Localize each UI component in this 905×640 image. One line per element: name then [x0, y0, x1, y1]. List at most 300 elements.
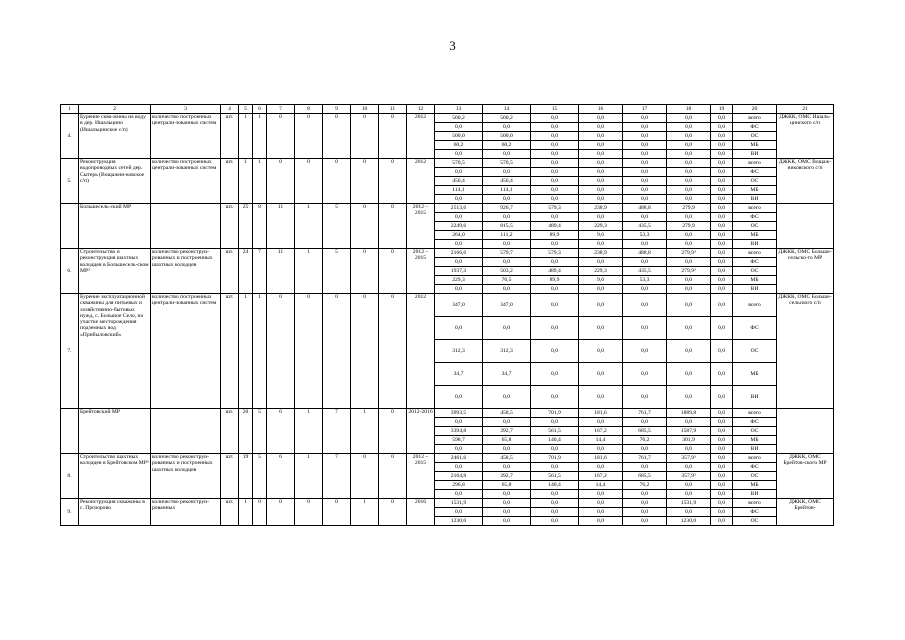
row-period: 2012 [407, 114, 435, 159]
finance-cell: 0,0 [667, 508, 711, 517]
finance-cell: МБ [733, 141, 777, 150]
row-name: Реконструкция скважины в с. Прозорово [79, 499, 151, 526]
finance-cell: 347,0 [483, 294, 531, 317]
finance-cell: 238,9 [579, 249, 623, 258]
finance-cell: 1937,3 [435, 267, 483, 276]
finance-cell: 0,0 [667, 276, 711, 285]
table-row [61, 114, 834, 123]
finance-cell: ФС [733, 123, 777, 132]
row-col8: 1 [295, 249, 323, 294]
row-period: 2012 [407, 294, 435, 409]
finance-cell: 0,0 [711, 454, 733, 463]
finance-cell: ФС [733, 463, 777, 472]
finance-cell: 0,0 [711, 445, 733, 454]
column-header: 3 [151, 105, 221, 114]
finance-cell: 0,0 [711, 222, 733, 231]
finance-cell: всего [733, 249, 777, 258]
finance-cell: 0,0 [623, 159, 667, 168]
finance-cell: 238,9 [579, 204, 623, 213]
finance-cell: 2461,6 [435, 454, 483, 463]
finance-cell: 0,0 [711, 123, 733, 132]
row-col6: 0 [253, 499, 267, 526]
finance-cell: 0,0 [623, 317, 667, 340]
finance-cell: 761,7 [623, 454, 667, 463]
finance-cell: 0,0 [579, 132, 623, 141]
finance-cell: 0,0 [711, 363, 733, 386]
finance-cell: 0,0 [711, 168, 733, 177]
finance-cell: 3394,8 [435, 427, 483, 436]
row-col7: 6 [267, 409, 295, 454]
finance-cell: ФС [733, 418, 777, 427]
finance-cell: 0,0 [667, 258, 711, 267]
finance-cell: 60,2 [483, 141, 531, 150]
finance-cell: 0,0 [623, 363, 667, 386]
row-name: Бурение сква-жины на воду в дер. Ишальцино (Ишальцинское с/п) [79, 114, 151, 159]
finance-cell: 9,6 [579, 276, 623, 285]
row-name: Брейтовский МР [79, 409, 151, 454]
finance-cell: 229,3 [435, 276, 483, 285]
finance-cell: 0,0 [623, 213, 667, 222]
row-name: Большесель-ский МР [79, 204, 151, 249]
finance-cell: ОС [733, 267, 777, 276]
finance-cell: 456,4 [435, 177, 483, 186]
header-row [61, 105, 834, 114]
finance-cell: 0,0 [623, 141, 667, 150]
row-unit: шт. [221, 454, 239, 499]
finance-cell: ФС [733, 317, 777, 340]
finance-cell: 0,0 [579, 463, 623, 472]
finance-cell: 0,0 [483, 418, 531, 427]
row-col9: 7 [323, 409, 351, 454]
finance-cell: 0,0 [623, 517, 667, 526]
finance-cell: 0,0 [711, 386, 733, 409]
finance-cell: 0,0 [711, 508, 733, 517]
row-col5: 1 [239, 294, 253, 409]
finance-cell: 0,0 [531, 195, 579, 204]
column-header: 5 [239, 105, 253, 114]
finance-cell: 0,0 [531, 159, 579, 168]
finance-cell: 89,9 [531, 231, 579, 240]
row-col8: 1 [295, 204, 323, 249]
finance-cell: 435,5 [623, 222, 667, 231]
finance-cell: 347,0 [435, 294, 483, 317]
row-col7: 6 [267, 454, 295, 499]
finance-cell: ОС [733, 340, 777, 363]
finance-cell: всего [733, 114, 777, 123]
finance-cell: 65,8 [483, 436, 531, 445]
column-header: 8 [295, 105, 323, 114]
finance-cell: ВИ [733, 445, 777, 454]
finance-cell: 0,0 [531, 177, 579, 186]
finance-cell: 0,0 [623, 258, 667, 267]
table-row [61, 159, 834, 168]
finance-cell: 0,0 [667, 340, 711, 363]
finance-cell: 229,3 [579, 222, 623, 231]
finance-cell: 0,0 [711, 195, 733, 204]
table-row [61, 204, 834, 213]
finance-cell: 0,0 [711, 340, 733, 363]
finance-cell: ВИ [733, 195, 777, 204]
row-col10: 0 [351, 159, 379, 204]
row-col5: 1 [239, 159, 253, 204]
finance-cell: 0,0 [667, 386, 711, 409]
finance-cell: 229,3 [579, 267, 623, 276]
row-number: 4. [61, 114, 79, 159]
row-unit: шт. [221, 159, 239, 204]
finance-cell: 598,7 [435, 436, 483, 445]
finance-cell: 0,0 [711, 481, 733, 490]
row-col11: 0 [379, 454, 407, 499]
finance-cell: 0,0 [579, 363, 623, 386]
finance-cell: 0,0 [531, 123, 579, 132]
finance-cell: 0,0 [711, 436, 733, 445]
finance-cell: 167,2 [579, 472, 623, 481]
column-header: 19 [711, 105, 733, 114]
finance-cell: всего [733, 204, 777, 213]
finance-cell: 140,4 [531, 481, 579, 490]
finance-cell: 0,0 [667, 445, 711, 454]
row-col10: 0 [351, 114, 379, 159]
row-period: 2012 – 2015 [407, 249, 435, 294]
finance-cell: 0,0 [711, 213, 733, 222]
finance-cell: 0,0 [711, 132, 733, 141]
finance-cell: МБ [733, 276, 777, 285]
finance-cell: 0,0 [483, 517, 531, 526]
finance-cell: 2249,6 [435, 222, 483, 231]
finance-cell: 0,0 [483, 499, 531, 508]
finance-cell: 0,0 [483, 258, 531, 267]
finance-cell: 0,0 [483, 490, 531, 499]
column-header: 6 [253, 105, 267, 114]
finance-cell: 0,0 [623, 177, 667, 186]
row-col6: 5 [253, 409, 267, 454]
finance-cell: 561,5 [531, 472, 579, 481]
finance-cell: 0,0 [531, 186, 579, 195]
row-col6: 8 [253, 204, 267, 249]
finance-cell: 560,2 [435, 114, 483, 123]
finance-cell: 0,0 [579, 445, 623, 454]
finance-cell: 0,0 [579, 508, 623, 517]
row-responsible: ДЖКК, ОМС Больше-сельско-го МР [777, 249, 834, 294]
finance-cell: 0,0 [483, 445, 531, 454]
finance-cell: 0,0 [579, 177, 623, 186]
finance-cell: 1531,9 [667, 499, 711, 508]
finance-cell: 0,0 [667, 317, 711, 340]
finance-cell: 0,0 [531, 213, 579, 222]
row-col11: 0 [379, 114, 407, 159]
finance-cell: 0,0 [579, 517, 623, 526]
finance-cell: 0,0 [711, 490, 733, 499]
row-col10: 0 [351, 454, 379, 499]
column-header: 13 [435, 105, 483, 114]
finance-cell: 0,0 [711, 427, 733, 436]
finance-cell: 0,0 [711, 463, 733, 472]
finance-cell: 0,0 [711, 204, 733, 213]
finance-cell: 0,0 [623, 186, 667, 195]
finance-cell: 0,0 [531, 285, 579, 294]
finance-cell: 0,0 [667, 141, 711, 150]
finance-cell: 0,0 [711, 317, 733, 340]
table-row [61, 249, 834, 258]
finance-cell: 296,8 [435, 481, 483, 490]
finance-cell: 0,0 [667, 132, 711, 141]
row-unit: шт. [221, 294, 239, 409]
row-col5: 19 [239, 454, 253, 499]
finance-cell: 0,0 [579, 294, 623, 317]
finance-cell: 0,0 [483, 195, 531, 204]
finance-cell: 0,0 [579, 258, 623, 267]
finance-cell: 0,0 [623, 240, 667, 249]
finance-cell: 312,3 [483, 340, 531, 363]
page-number: 3 [449, 38, 456, 53]
table-row [61, 499, 834, 508]
finance-cell: 0,0 [711, 517, 733, 526]
finance-cell: 114,1 [483, 186, 531, 195]
finance-cell: 0,0 [579, 150, 623, 159]
finance-cell: 0,0 [667, 363, 711, 386]
finance-cell: 0,0 [531, 463, 579, 472]
finance-cell: 76,2 [623, 481, 667, 490]
finance-cell: 0,0 [623, 285, 667, 294]
finance-cell: 0,0 [435, 123, 483, 132]
finance-cell: МБ [733, 363, 777, 386]
finance-cell: 0,0 [667, 168, 711, 177]
row-indicator: количество реконструи-рованных [151, 499, 221, 526]
finance-cell: 0,0 [579, 418, 623, 427]
finance-cell: ОС [733, 427, 777, 436]
finance-cell: 0,0 [579, 114, 623, 123]
finance-cell: ОС [733, 132, 777, 141]
finance-cell: 0,0 [623, 195, 667, 204]
finance-cell: 685,5 [623, 427, 667, 436]
finance-cell: 0,0 [435, 285, 483, 294]
finance-cell: 1889,8 [667, 409, 711, 418]
finance-cell: МБ [733, 231, 777, 240]
row-number: 8. [61, 454, 79, 499]
row-col7: 0 [267, 294, 295, 409]
finance-cell: 0,0 [483, 213, 531, 222]
finance-cell: 0,0 [667, 240, 711, 249]
row-number: 5. [61, 159, 79, 204]
row-col5: 25 [239, 204, 253, 249]
row-col9: 0 [323, 114, 351, 159]
finance-cell: ВИ [733, 285, 777, 294]
finance-cell: 0,0 [531, 418, 579, 427]
finance-cell: ВИ [733, 240, 777, 249]
row-responsible [777, 409, 834, 454]
finance-cell: 279,9 [667, 222, 711, 231]
row-unit: шт. [221, 204, 239, 249]
finance-cell: 0,0 [711, 276, 733, 285]
row-col5: 20 [239, 409, 253, 454]
finance-cell: 579,3 [531, 249, 579, 258]
finance-cell: 0,0 [435, 445, 483, 454]
finance-cell: 0,0 [483, 168, 531, 177]
finance-cell: 815,5 [483, 222, 531, 231]
column-header: 11 [379, 105, 407, 114]
row-indicator [151, 409, 221, 454]
finance-cell: 0,0 [623, 132, 667, 141]
row-col5: 1 [239, 114, 253, 159]
column-header: 14 [483, 105, 531, 114]
finance-cell: 0,0 [667, 195, 711, 204]
column-header: 2 [79, 105, 151, 114]
finance-cell: 0,0 [711, 472, 733, 481]
row-col10: 0 [351, 204, 379, 249]
finance-cell: 701,9 [531, 409, 579, 418]
row-col11: 0 [379, 204, 407, 249]
finance-cell: 0,0 [667, 285, 711, 294]
finance-cell: 0,0 [667, 418, 711, 427]
finance-cell: 561,5 [531, 427, 579, 436]
finance-cell: 435,5 [623, 267, 667, 276]
finance-cell: 2166,6 [435, 249, 483, 258]
finance-cell: 0,0 [579, 499, 623, 508]
row-number: 7. [61, 294, 79, 409]
row-indicator: количество реконструи-рованных и построенных шахтных колодцев [151, 249, 221, 294]
finance-cell: 489,4 [531, 267, 579, 276]
program-table [60, 104, 834, 526]
row-col10: 1 [351, 499, 379, 526]
finance-cell: 0,0 [711, 231, 733, 240]
row-name: Реконструкция водопроводных сетей дер. Сытерь (Вощажни-ковское с/п) [79, 159, 151, 204]
finance-cell: 458,5 [483, 454, 531, 463]
finance-cell: 0,0 [531, 258, 579, 267]
finance-cell: ВИ [733, 150, 777, 159]
column-header: 4 [221, 105, 239, 114]
row-col8: 0 [295, 294, 323, 409]
finance-cell: 357,9³ [667, 454, 711, 463]
finance-cell: 9,6 [579, 231, 623, 240]
row-col6: 1 [253, 114, 267, 159]
finance-cell: 0,0 [711, 186, 733, 195]
finance-cell: ВИ [733, 490, 777, 499]
row-col8: 1 [295, 454, 323, 499]
row-unit: шт. [221, 114, 239, 159]
finance-cell: 60,2 [435, 141, 483, 150]
finance-cell: 0,0 [579, 186, 623, 195]
finance-cell: МБ [733, 436, 777, 445]
row-col6: 1 [253, 294, 267, 409]
finance-cell: 1230,0 [435, 517, 483, 526]
finance-cell: 503,2 [483, 267, 531, 276]
finance-cell: 560,2 [483, 114, 531, 123]
row-unit: шт. [221, 499, 239, 526]
row-responsible [777, 204, 834, 249]
row-responsible: ДЖКК, ОМС Брейтов- [777, 499, 834, 526]
finance-cell: 0,0 [579, 317, 623, 340]
row-col8: 1 [295, 409, 323, 454]
column-header: 16 [579, 105, 623, 114]
finance-cell: 0,0 [623, 168, 667, 177]
finance-cell: 0,0 [667, 177, 711, 186]
finance-cell: 0,0 [623, 499, 667, 508]
row-col7: 0 [267, 159, 295, 204]
row-col9: 5 [323, 249, 351, 294]
finance-cell: 0,0 [623, 294, 667, 317]
finance-cell: 0,0 [483, 150, 531, 159]
finance-cell: 0,0 [483, 285, 531, 294]
row-col7: 11 [267, 204, 295, 249]
finance-cell: 312,3 [435, 340, 483, 363]
finance-cell: 0,0 [531, 490, 579, 499]
finance-cell: 0,0 [667, 186, 711, 195]
column-header: 17 [623, 105, 667, 114]
row-col11: 0 [379, 249, 407, 294]
finance-cell: 0,0 [711, 258, 733, 267]
finance-cell: 0,0 [579, 285, 623, 294]
finance-cell: 488,8 [623, 204, 667, 213]
finance-cell: 0,0 [623, 123, 667, 132]
finance-cell: ОС [733, 222, 777, 231]
row-col11: 0 [379, 294, 407, 409]
finance-cell: 279,9³ [667, 249, 711, 258]
finance-cell: 392,7 [483, 427, 531, 436]
row-indicator [151, 204, 221, 249]
finance-cell: 0,0 [623, 418, 667, 427]
finance-cell: 0,0 [711, 285, 733, 294]
row-period: 2012 [407, 159, 435, 204]
finance-cell: 0,0 [531, 340, 579, 363]
finance-cell: 34,7 [483, 363, 531, 386]
finance-cell: 140,4 [531, 436, 579, 445]
finance-cell: 570,5 [435, 159, 483, 168]
row-col8: 0 [295, 499, 323, 526]
finance-cell: 0,0 [711, 240, 733, 249]
finance-cell: 2513,6 [435, 204, 483, 213]
finance-cell: 0,0 [531, 386, 579, 409]
finance-cell: 114,1 [435, 186, 483, 195]
row-responsible: ДЖКК, ОМС Брейтов-ского МР [777, 454, 834, 499]
finance-cell: 0,0 [667, 213, 711, 222]
finance-cell: 0,0 [435, 258, 483, 267]
finance-cell: 0,0 [435, 240, 483, 249]
row-col11: 0 [379, 499, 407, 526]
row-indicator: количество построенных централи-зованных систем [151, 294, 221, 409]
row-number: 9. [61, 499, 79, 526]
finance-cell: 579,7 [483, 249, 531, 258]
finance-cell: 0,0 [623, 114, 667, 123]
row-col5: 24 [239, 249, 253, 294]
finance-cell: 0,0 [531, 445, 579, 454]
finance-cell: 0,0 [435, 508, 483, 517]
finance-cell: 0,0 [483, 386, 531, 409]
finance-cell: 0,0 [667, 114, 711, 123]
finance-cell: 0,0 [435, 317, 483, 340]
finance-cell: 0,0 [531, 114, 579, 123]
column-header: 7 [267, 105, 295, 114]
finance-cell: ФС [733, 213, 777, 222]
row-col6: 5 [253, 454, 267, 499]
row-col9: 0 [323, 159, 351, 204]
finance-cell: всего [733, 409, 777, 418]
finance-cell: 0,0 [435, 490, 483, 499]
column-header: 15 [531, 105, 579, 114]
table-row [61, 294, 834, 317]
finance-cell: 0,0 [579, 240, 623, 249]
column-header: 18 [667, 105, 711, 114]
finance-cell: 0,0 [667, 123, 711, 132]
finance-cell: всего [733, 294, 777, 317]
row-col9: 0 [323, 499, 351, 526]
finance-cell: 0,0 [623, 386, 667, 409]
finance-cell: 0,0 [435, 168, 483, 177]
finance-cell: 685,5 [623, 472, 667, 481]
finance-cell: 0,0 [711, 249, 733, 258]
finance-cell: 0,0 [711, 409, 733, 418]
finance-cell: 0,0 [623, 508, 667, 517]
row-col11: 0 [379, 159, 407, 204]
